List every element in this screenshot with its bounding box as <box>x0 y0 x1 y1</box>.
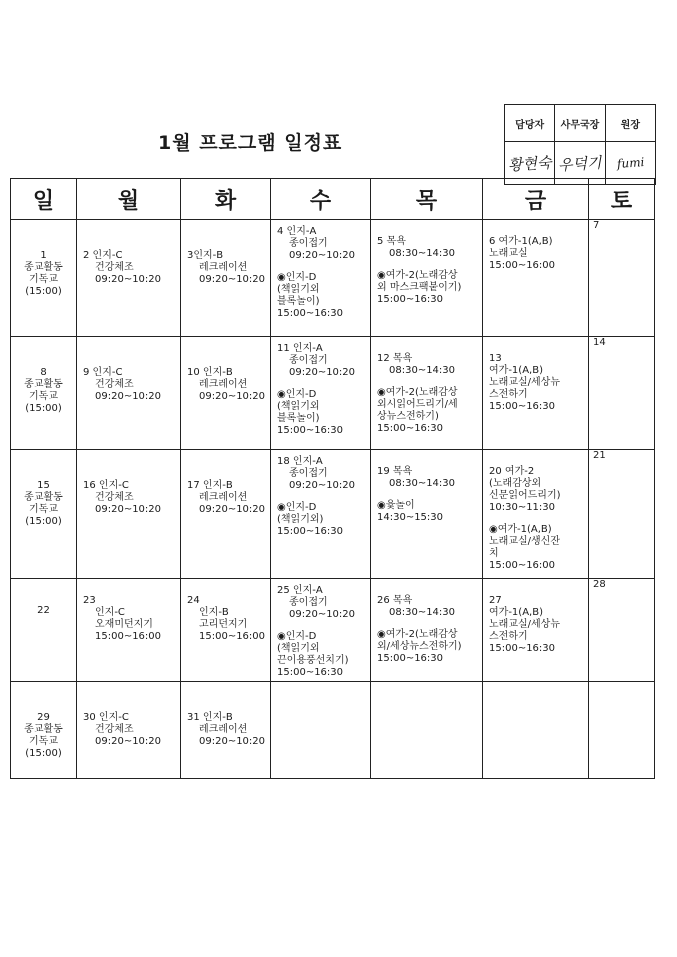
day-cell-fri <box>483 579 589 682</box>
weekday-mon: 월 <box>77 179 181 220</box>
schedule-line: 인지-C <box>95 607 125 618</box>
approval-box <box>504 104 656 185</box>
day-cell-tue <box>181 220 271 337</box>
day-cell-mon <box>77 579 181 682</box>
schedule-line: (15:00) <box>25 403 62 414</box>
schedule-line: 6 여가-1(A,B) <box>489 236 553 247</box>
schedule-line: 15:00~16:30 <box>277 667 344 678</box>
signature-director: 우덕기 <box>555 142 605 185</box>
schedule-line: 24 <box>187 595 200 606</box>
schedule-line: 15:00~16:30 <box>377 294 444 305</box>
schedule-line: ◉여가-1(A,B) <box>489 524 552 535</box>
schedule-line: 17 인지-B <box>187 480 233 491</box>
schedule-line: 15:00~16:00 <box>199 631 266 642</box>
schedule-line: 1 <box>40 250 47 261</box>
schedule-line: 스전하기 <box>489 389 528 400</box>
day-number: 28 <box>593 579 606 590</box>
schedule-line: 15:00~16:00 <box>95 631 162 642</box>
weekday-fri: 금 <box>483 179 589 220</box>
schedule-line: (책읽기외 <box>277 401 320 412</box>
signature-head: fumi <box>605 142 655 185</box>
day-cell-wed <box>271 579 371 682</box>
schedule-line: 종이접기 <box>289 238 328 249</box>
weekday-header-row <box>11 179 655 220</box>
schedule-line: 13 <box>489 353 502 364</box>
schedule-line: 09:20~10:20 <box>199 274 266 285</box>
schedule-line: 레크레이션 <box>199 379 248 390</box>
schedule-line: 건강체조 <box>95 492 134 503</box>
schedule-line: 16 인지-C <box>83 480 129 491</box>
day-cell-sat <box>589 579 655 682</box>
schedule-line: (노래감상외 <box>489 478 542 489</box>
schedule-line: 종이접기 <box>289 468 328 479</box>
schedule-line: 11 인지-A <box>277 343 323 354</box>
schedule-line: 노래교실/세상뉴 <box>489 619 560 630</box>
schedule-line: 25 인지-A <box>277 585 323 596</box>
schedule-line: 15:00~16:30 <box>277 526 344 537</box>
schedule-line: (15:00) <box>25 748 62 759</box>
schedule-line: 종이접기 <box>289 597 328 608</box>
schedule-line: 09:20~10:20 <box>199 736 266 747</box>
weekday-sat: 토 <box>589 179 655 220</box>
weekday-thu: 목 <box>371 179 483 220</box>
schedule-line: ◉인지-D <box>277 502 317 513</box>
schedule-line: 종교활동 <box>24 492 63 503</box>
schedule-line: 기독교 <box>29 274 58 285</box>
day-cell-thu <box>371 682 483 779</box>
schedule-line: 15:00~16:30 <box>377 653 444 664</box>
schedule-line: 09:20~10:20 <box>95 736 162 747</box>
week-row <box>11 682 655 779</box>
approval-header-director: 사무국장 <box>555 105 605 142</box>
schedule-line: (책읽기외) <box>277 514 324 525</box>
schedule-line: (책읽기외 <box>277 643 320 654</box>
schedule-line: 기독교 <box>29 504 58 515</box>
schedule-line: 치 <box>489 548 499 559</box>
schedule-line: 09:20~10:20 <box>199 391 266 402</box>
schedule-line: 08:30~14:30 <box>389 607 456 618</box>
schedule-line: 블록놀이) <box>277 413 320 424</box>
day-cell-wed <box>271 682 371 779</box>
schedule-line: 08:30~14:30 <box>389 248 456 259</box>
day-cell-fri <box>483 682 589 779</box>
schedule-line: 22 <box>37 605 50 616</box>
day-number: 7 <box>593 220 600 231</box>
day-cell-mon <box>77 450 181 579</box>
week-row <box>11 220 655 337</box>
day-cell-sun <box>11 337 77 450</box>
schedule-line: (15:00) <box>25 516 62 527</box>
weekday-sun: 일 <box>11 179 77 220</box>
schedule-line: 09:20~10:20 <box>199 504 266 515</box>
schedule-line: 09:20~10:20 <box>289 609 356 620</box>
schedule-line: 15:00~16:30 <box>489 401 556 412</box>
schedule-line: 08:30~14:30 <box>389 365 456 376</box>
day-number: 14 <box>593 337 606 348</box>
day-cell-sun <box>11 450 77 579</box>
day-cell-wed <box>271 337 371 450</box>
schedule-line: 15:00~16:00 <box>489 260 556 271</box>
schedule-line: 15:00~16:00 <box>489 560 556 571</box>
schedule-line: 종이접기 <box>289 355 328 366</box>
schedule-line: 외 마스크팩붙이기) <box>377 282 462 293</box>
schedule-line: 기독교 <box>29 391 58 402</box>
day-cell-sat <box>589 337 655 450</box>
schedule-line: 9 인지-C <box>83 367 123 378</box>
approval-header-head: 원장 <box>605 105 655 142</box>
schedule-line: 노래교실/세상뉴 <box>489 377 560 388</box>
schedule-line: ◉인지-D <box>277 631 317 642</box>
approval-header-manager: 담당자 <box>505 105 555 142</box>
schedule-line: 09:20~10:20 <box>95 274 162 285</box>
schedule-line: 15:00~16:30 <box>277 308 344 319</box>
week-row <box>11 450 655 579</box>
schedule-line: 신문읽어드리기) <box>489 490 561 501</box>
day-cell-sun <box>11 220 77 337</box>
day-cell-mon <box>77 220 181 337</box>
schedule-line: ◉여가-2(노래감상 <box>377 270 458 281</box>
schedule-line: 19 목욕 <box>377 466 413 477</box>
day-cell-sat <box>589 450 655 579</box>
day-cell-fri <box>483 220 589 337</box>
schedule-line: 26 목욕 <box>377 595 413 606</box>
schedule-line: 종교활동 <box>24 379 63 390</box>
schedule-line: 4 인지-A <box>277 226 317 237</box>
schedule-line: 상뉴스전하기) <box>377 411 439 422</box>
schedule-line: 09:20~10:20 <box>289 367 356 378</box>
schedule-line: 09:20~10:20 <box>95 391 162 402</box>
schedule-line: 09:20~10:20 <box>289 480 356 491</box>
signature-manager: 황현숙 <box>505 142 555 185</box>
schedule-line: 15:00~16:30 <box>277 425 344 436</box>
day-cell-sun <box>11 682 77 779</box>
day-cell-thu <box>371 220 483 337</box>
schedule-line: 기독교 <box>29 736 58 747</box>
schedule-line: 10:30~11:30 <box>489 502 556 513</box>
schedule-line: 오재미던지기 <box>95 619 153 630</box>
day-cell-tue <box>181 682 271 779</box>
schedule-line: 고리던지기 <box>199 619 248 630</box>
schedule-line: 외시읽어드리기/세 <box>377 399 458 410</box>
schedule-line: 18 인지-A <box>277 456 323 467</box>
schedule-line: 15 <box>37 480 50 491</box>
schedule-line: 건강체조 <box>95 379 134 390</box>
schedule-line: ◉인지-D <box>277 272 317 283</box>
schedule-line: ◉여가-2(노래감상 <box>377 629 458 640</box>
day-cell-mon <box>77 682 181 779</box>
schedule-line: 레크레이션 <box>199 262 248 273</box>
schedule-line: 종교활동 <box>24 724 63 735</box>
day-cell-fri <box>483 337 589 450</box>
day-cell-mon <box>77 337 181 450</box>
day-number: 21 <box>593 450 606 461</box>
schedule-line: 30 인지-C <box>83 712 129 723</box>
day-cell-fri <box>483 450 589 579</box>
schedule-line: (15:00) <box>25 286 62 297</box>
schedule-line: 건강체조 <box>95 724 134 735</box>
schedule-line: 블록놀이) <box>277 296 320 307</box>
week-row <box>11 579 655 682</box>
day-cell-sun <box>11 579 77 682</box>
day-cell-wed <box>271 450 371 579</box>
day-cell-wed <box>271 220 371 337</box>
schedule-line: ◉여가-2(노래감상 <box>377 387 458 398</box>
schedule-line: 09:20~10:20 <box>95 504 162 515</box>
schedule-line: 27 <box>489 595 502 606</box>
schedule-line: 20 여가-2 <box>489 466 535 477</box>
schedule-line: 레크레이션 <box>199 724 248 735</box>
schedule-line: 끈이용풍선치기) <box>277 655 349 666</box>
schedule-line: 5 목욕 <box>377 236 406 247</box>
schedule-line: 09:20~10:20 <box>289 250 356 261</box>
schedule-line: 인지-B <box>199 607 229 618</box>
schedule-line: 종교활동 <box>24 262 63 273</box>
schedule-line: 15:00~16:30 <box>377 423 444 434</box>
schedule-line: 레크레이션 <box>199 492 248 503</box>
schedule-line: 외/세상뉴스전하기) <box>377 641 462 652</box>
schedule-line: 건강체조 <box>95 262 134 273</box>
schedule-line: 23 <box>83 595 96 606</box>
schedule-line: 12 목욕 <box>377 353 413 364</box>
weekday-tue: 화 <box>181 179 271 220</box>
schedule-line: 10 인지-B <box>187 367 233 378</box>
day-cell-tue <box>181 337 271 450</box>
schedule-line: 14:30~15:30 <box>377 512 444 523</box>
schedule-table <box>10 178 655 779</box>
schedule-line: (책읽기외 <box>277 284 320 295</box>
day-cell-thu <box>371 337 483 450</box>
page-title: 1월 프로그램 일정표 <box>158 132 343 154</box>
schedule-line: 8 <box>40 367 47 378</box>
schedule-line: 스전하기 <box>489 631 528 642</box>
schedule-line: 3인지-B <box>187 250 224 261</box>
schedule-line: 노래교실 <box>489 248 528 259</box>
day-cell-sat <box>589 682 655 779</box>
schedule-line: 여가-1(A,B) <box>489 365 543 376</box>
schedule-line: 29 <box>37 712 50 723</box>
week-row <box>11 337 655 450</box>
schedule-line: 여가-1(A,B) <box>489 607 543 618</box>
schedule-line: ◉윷놀이 <box>377 500 415 511</box>
schedule-line: 31 인지-B <box>187 712 233 723</box>
day-cell-tue <box>181 579 271 682</box>
day-cell-thu <box>371 450 483 579</box>
day-cell-thu <box>371 579 483 682</box>
weekday-wed: 수 <box>271 179 371 220</box>
day-cell-sat <box>589 220 655 337</box>
schedule-line: ◉인지-D <box>277 389 317 400</box>
schedule-line: 15:00~16:30 <box>489 643 556 654</box>
day-cell-tue <box>181 450 271 579</box>
schedule-line: 2 인지-C <box>83 250 123 261</box>
schedule-line: 08:30~14:30 <box>389 478 456 489</box>
schedule-line: 노래교실/생신잔 <box>489 536 560 547</box>
